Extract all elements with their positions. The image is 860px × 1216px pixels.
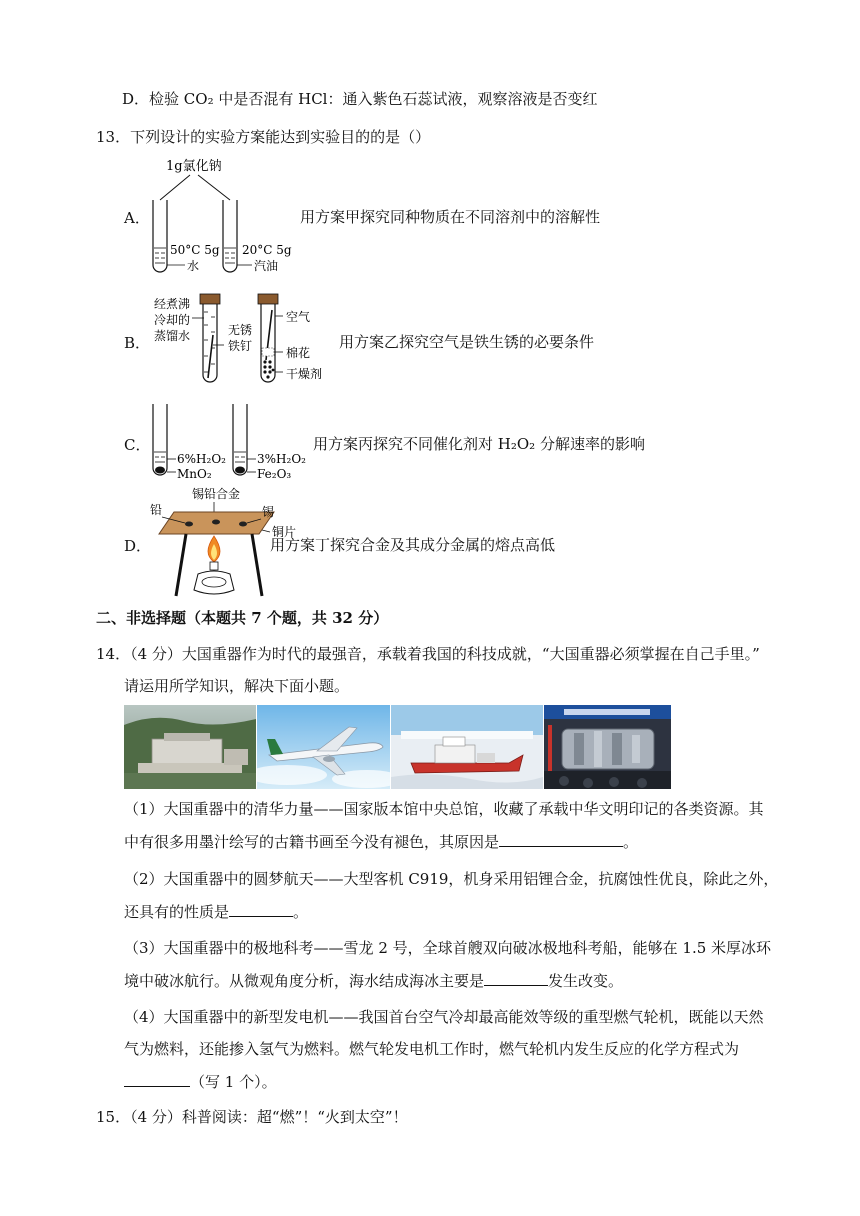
fig-b-nail-1: 无锈	[228, 323, 253, 337]
fig-b-left-1: 经煮沸	[154, 297, 191, 311]
q13-c-label: C．	[124, 436, 151, 454]
fig-c-right-1: 3%H₂O₂	[257, 452, 306, 466]
q14-p3-text: 境中破冰航行。从微观角度分析，海水结成海冰主要是	[124, 972, 485, 990]
q14-p1-end: 。	[623, 833, 639, 851]
q14-p2-end: 。	[293, 903, 309, 921]
q13-d-label: D．	[124, 537, 152, 555]
photo-c919-aircraft	[257, 705, 390, 789]
q13-c-figure	[140, 400, 320, 485]
q14-p4-line1: （4）大国重器中的新型发电机——我国首台空气冷却最高能效等级的重型燃气轮机，既能以天然	[124, 1008, 764, 1026]
fig-c-right-2: Fe₂O₃	[257, 467, 292, 481]
q13-a-label: A．	[124, 209, 150, 227]
q13-b-label: B．	[124, 334, 151, 352]
photo-national-archives	[124, 705, 256, 789]
fig-b-cotton: 棉花	[286, 346, 311, 360]
fig-b-air: 空气	[286, 310, 311, 324]
q14-p4-line2: 气为燃料，还能掺入氢气为燃料。燃气轮发电机工作时，燃气轮机内发生反应的化学方程式为	[124, 1040, 740, 1058]
q14-p2-text: 还具有的性质是	[124, 903, 230, 921]
q14-stem-line1: 14．（4 分）大国重器作为时代的最强音，承载着我国的科技成就，“大国重器必须掌握在自己手里。”	[96, 645, 760, 663]
q14-p3-line1: （3）大国重器中的极地科考——雪龙 2 号，全球首艘双向破冰极地科考船，能够在 1.5 米厚冰环	[124, 939, 772, 957]
fig-d-alloy: 锡铅合金	[192, 487, 241, 501]
q14-p2-answer-blank[interactable]	[229, 901, 293, 917]
fig-a-right-2: 汽油	[254, 259, 279, 273]
q14-p2-line1: （2）大国重器中的圆梦航天——大型客机 C919，机身采用铝锂合金，抗腐蚀性优良，除此之外，	[124, 870, 779, 888]
q13-a-text: 用方案甲探究同种物质在不同溶剂中的溶解性	[300, 208, 601, 226]
fig-d-tin: 锡	[262, 505, 275, 519]
q14-p3-end: 发生改变。	[548, 972, 624, 990]
fig-d-lead: 铅	[150, 503, 163, 517]
q13-b-figure	[140, 290, 340, 390]
q14-p3-answer-blank[interactable]	[484, 970, 548, 986]
photo-xuelong-icebreaker	[391, 705, 543, 789]
fig-c-left-2: MnO₂	[177, 467, 212, 481]
q14-p3-line2	[124, 970, 623, 991]
fig-a-left-1: 50°C 5g	[170, 243, 220, 257]
fig-b-left-2: 冷却的	[154, 313, 191, 327]
q14-p1-text: 中有很多用墨汁绘写的古籍书画至今没有褪色，其原因是	[124, 833, 500, 851]
q13-stem: 13．下列设计的实验方案能达到实验目的的是（）	[96, 128, 431, 146]
section-2-heading: 二、非选择题（本题共 7 个题，共 32 分）	[96, 609, 389, 627]
fig-a-left-2: 水	[187, 259, 200, 273]
fig-b-left-3: 蒸馏水	[154, 329, 191, 343]
q14-p4-line3	[124, 1071, 277, 1092]
fig-c-left-1: 6%H₂O₂	[177, 452, 226, 466]
q13-a-figure	[140, 150, 310, 280]
q14-p1-line2	[124, 831, 638, 852]
q13-d-text: 用方案丁探究合金及其成分金属的熔点高低	[270, 536, 556, 554]
q14-p1-answer-blank[interactable]	[499, 831, 623, 847]
fig-a-right-1: 20°C 5g	[242, 243, 292, 257]
q13-b-text: 用方案乙探究空气是铁生锈的必要条件	[339, 333, 595, 351]
fig-b-desiccant: 干燥剂	[286, 367, 323, 381]
q12-option-d: D．检验 CO₂ 中是否混有 HCl：通入紫色石蕊试液，观察溶液是否变红	[122, 90, 598, 108]
q14-p4-end: （写 1 个）。	[190, 1073, 277, 1091]
fig-b-nail-2: 铁钉	[228, 339, 253, 353]
fig-d-copper: 铜片	[272, 525, 297, 539]
q15-stem: 15．（4 分）科普阅读：超“燃”！“火到太空”！	[96, 1108, 408, 1126]
photo-gas-turbine	[544, 705, 671, 789]
q13-c-text: 用方案丙探究不同催化剂对 H₂O₂ 分解速率的影响	[313, 435, 645, 453]
q14-stem-line2: 请运用所学知识，解决下面小题。	[124, 677, 350, 695]
fig-a-top: 1g氯化钠	[166, 159, 222, 174]
q14-p4-answer-blank[interactable]	[124, 1071, 190, 1087]
q14-p2-line2	[124, 901, 308, 922]
q14-p1-line1: （1）大国重器中的清华力量——国家版本馆中央总馆，收藏了承载中华文明印记的各类资源。其	[124, 800, 764, 818]
